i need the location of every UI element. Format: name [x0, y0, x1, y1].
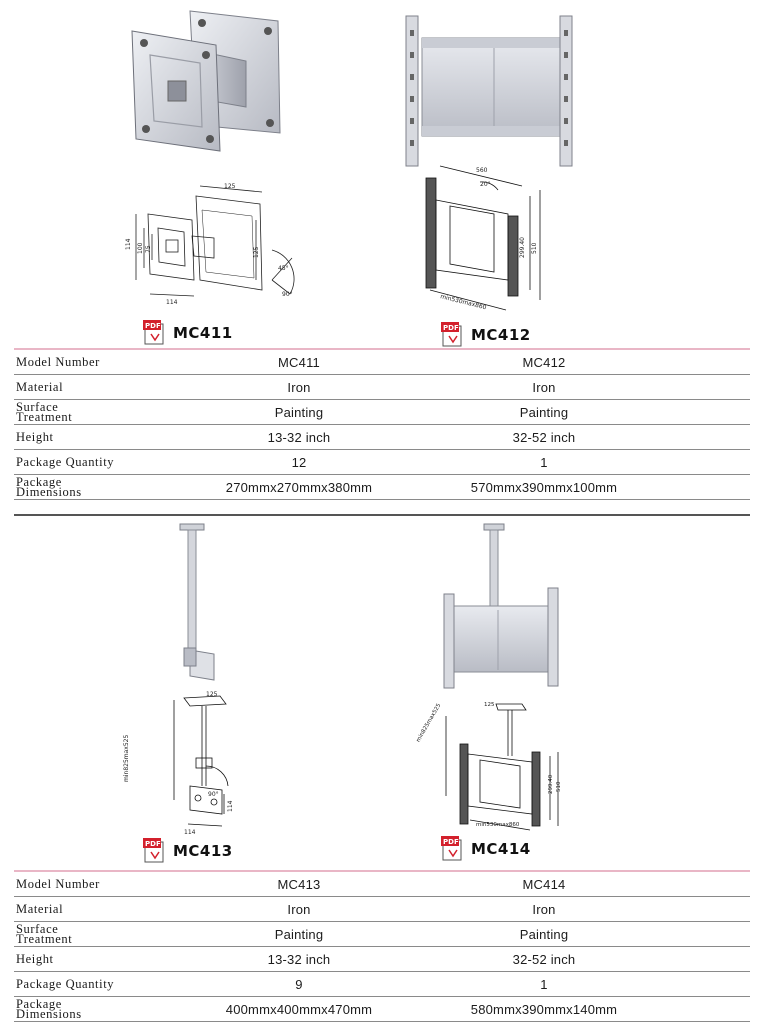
- row-value-mc412: MC412: [522, 354, 566, 370]
- row-value-mc413: 400mmx400mmx470mm: [225, 1001, 373, 1017]
- mc412-product-photo: [400, 10, 585, 170]
- section-divider: [14, 514, 750, 516]
- row-value-mc412: Painting: [519, 404, 569, 420]
- row-value-mc414: 1: [540, 976, 548, 992]
- row-value-mc414: Painting: [519, 926, 569, 942]
- mc413-product-photo: [170, 522, 230, 682]
- mc412-dim-angle: 20°: [480, 181, 491, 188]
- mc414-technical-drawing: [415, 696, 570, 836]
- table-row: [14, 400, 750, 425]
- mc413-dim-range: min825max525: [123, 734, 130, 782]
- table-row: [14, 997, 750, 1022]
- mc414-dim-range: min825max525: [415, 702, 443, 744]
- row-key: Package Quantity: [16, 977, 115, 991]
- mc414-dim-h2: 510: [556, 781, 562, 792]
- mc412-technical-drawing: [410, 160, 570, 320]
- row-value-mc411: MC411: [278, 354, 320, 370]
- mc411-dim-h3: 75: [145, 245, 152, 253]
- row-key: Surface Treatment: [16, 922, 73, 946]
- spec-table-mc411-mc412: [14, 348, 750, 500]
- pdf-icon[interactable]: [143, 838, 167, 864]
- row-key: Package Quantity: [16, 455, 115, 469]
- table-row: [14, 947, 750, 972]
- mc413-technical-drawing: [123, 690, 260, 840]
- mc411-dim-h2: 100: [137, 242, 144, 254]
- mc412-model-title[interactable]: MC412: [471, 326, 531, 344]
- mc413-dim-h1: 114: [227, 800, 234, 812]
- mc411-dim-h1: 114: [125, 238, 132, 250]
- row-key: Surface Treatment: [16, 400, 73, 424]
- row-value-mc414: Iron: [532, 901, 556, 917]
- mc413-dim-width: 125: [206, 691, 218, 698]
- table-row: [14, 972, 750, 997]
- mc411-product-photo: [120, 5, 295, 155]
- row-value-mc413: MC413: [277, 876, 321, 892]
- mc411-model-title[interactable]: MC411: [173, 324, 233, 342]
- row-key: Material: [16, 380, 64, 394]
- row-value-mc412: Iron: [532, 379, 556, 395]
- row-value-mc414: 32-52 inch: [512, 951, 576, 967]
- row-value-mc411: Painting: [274, 404, 324, 420]
- spec-table-mc413-mc414: [14, 870, 750, 1022]
- row-value-mc412: 32-52 inch: [512, 429, 576, 445]
- table-row: [14, 350, 750, 375]
- row-key: Package Dimensions: [16, 475, 82, 499]
- pdf-icon[interactable]: [441, 322, 465, 348]
- row-value-mc413: Painting: [274, 926, 324, 942]
- row-value-mc414: 580mmx390mmx140mm: [470, 1001, 618, 1017]
- mc412-dim-range: min530max860: [439, 293, 488, 312]
- row-key: Model Number: [16, 355, 100, 369]
- row-value-mc413: Iron: [287, 901, 311, 917]
- pdf-icon[interactable]: [441, 836, 465, 862]
- svg-text:PDF: PDF: [443, 838, 459, 846]
- row-value-mc412: 1: [540, 454, 548, 470]
- mc414-dim-h1: 299.40: [548, 774, 554, 794]
- row-value-mc411: 13-32 inch: [267, 429, 331, 445]
- row-value-mc413: 9: [295, 976, 303, 992]
- svg-text:PDF: PDF: [145, 322, 161, 330]
- row-key: Height: [16, 952, 54, 966]
- mc412-dim-h1: 299.40: [519, 237, 526, 258]
- mc412-label: [441, 322, 531, 348]
- mc411-technical-drawing: [122, 180, 312, 310]
- mc411-label: [143, 320, 233, 346]
- mc412-dim-width: 560: [476, 167, 488, 174]
- table-row: [14, 425, 750, 450]
- mc414-dim-range2: min530max860: [476, 822, 520, 828]
- table-row: [14, 922, 750, 947]
- pdf-icon[interactable]: [143, 320, 167, 346]
- row-value-mc414: MC414: [522, 876, 566, 892]
- mc413-dim-angle: 90°: [208, 791, 219, 798]
- mc413-dim-w2: 114: [184, 829, 196, 836]
- table-row: [14, 450, 750, 475]
- mc414-model-title[interactable]: MC414: [471, 840, 531, 858]
- row-key: Material: [16, 902, 64, 916]
- row-value-mc413: 13-32 inch: [267, 951, 331, 967]
- mc414-dim-width: 125: [484, 702, 495, 708]
- row-key: Height: [16, 430, 54, 444]
- svg-text:PDF: PDF: [443, 324, 459, 332]
- mc411-dim-width: 125: [224, 183, 236, 190]
- mc414-label: [441, 836, 531, 862]
- mc413-model-title[interactable]: MC413: [173, 842, 233, 860]
- mc411-dim-w2: 114: [166, 299, 178, 306]
- table-row: [14, 375, 750, 400]
- mc413-label: [143, 838, 233, 864]
- svg-text:PDF: PDF: [145, 840, 161, 848]
- row-key: Model Number: [16, 877, 100, 891]
- row-value-mc411: 12: [291, 454, 307, 470]
- table-row: [14, 897, 750, 922]
- row-key: Package Dimensions: [16, 997, 82, 1021]
- mc411-dim-a1: 45°: [278, 265, 289, 272]
- mc412-dim-h2: 510: [531, 242, 538, 254]
- mc411-dim-a2: 90°: [282, 291, 293, 298]
- row-value-mc411: Iron: [287, 379, 311, 395]
- mc411-dim-d1: 125: [253, 246, 260, 258]
- row-value-mc411: 270mmx270mmx380mm: [225, 479, 373, 495]
- table-row: [14, 475, 750, 500]
- row-value-mc412: 570mmx390mmx100mm: [470, 479, 618, 495]
- table-row: [14, 872, 750, 897]
- mc414-product-photo: [440, 522, 565, 692]
